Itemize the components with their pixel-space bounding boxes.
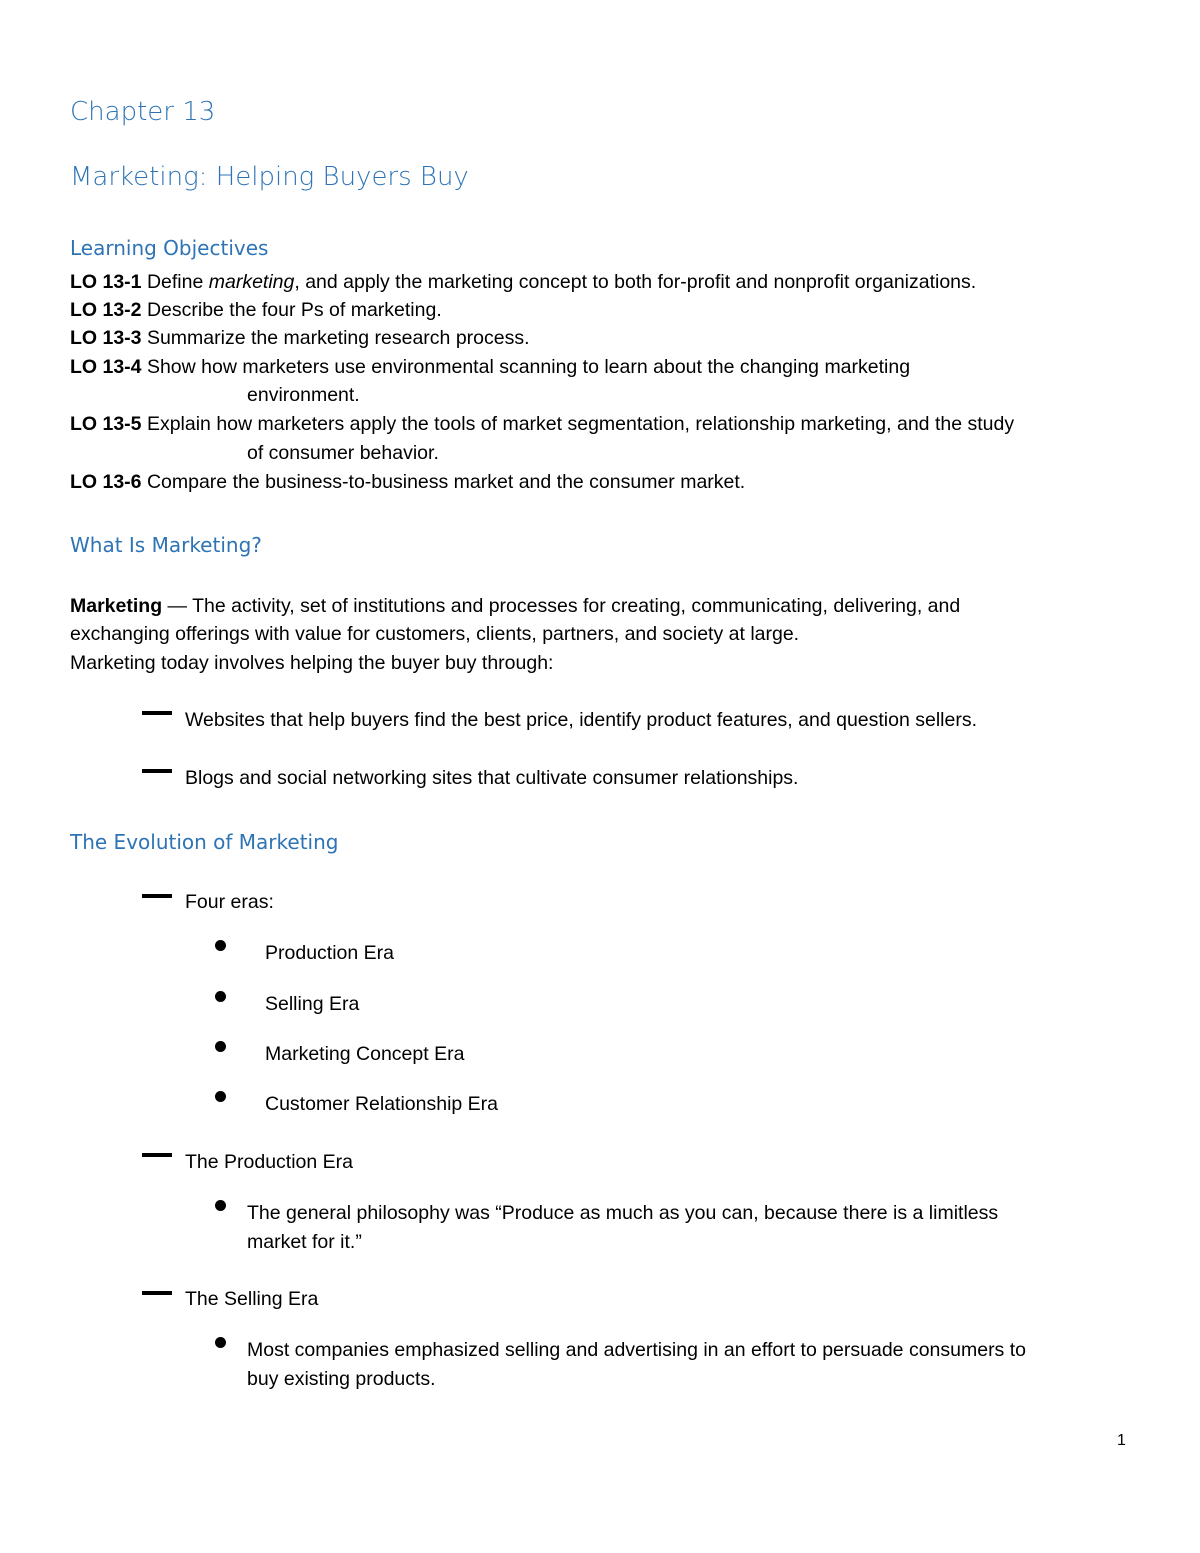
- four-eras-label: Four eras:: [185, 891, 274, 913]
- what-is-marketing-heading: What Is Marketing?: [70, 533, 262, 557]
- production-era-text: The general philosophy was “Produce as much as you can, because there is a limitless: [247, 1202, 999, 1224]
- dash-bullet-icon: [142, 1153, 172, 1157]
- page-number: 1: [1117, 1432, 1126, 1449]
- learning-objectives-heading: Learning Objectives: [70, 236, 269, 260]
- selling-era-text: Most companies emphasized selling and advertising in an effort to persuade consumers to: [247, 1339, 1026, 1361]
- objective-1: LO 13-1 Define marketing, and apply the marketing concept to both for-profit and nonprofit organizations.: [70, 271, 977, 293]
- objective-5-continuation: of consumer behavior.: [247, 442, 439, 464]
- era-item-1: Production Era: [265, 942, 394, 964]
- marketing-definition: Marketing — The activity, set of institutions and processes for creating, communicating, delivering, and: [70, 595, 961, 617]
- dash-bullet-icon: [142, 711, 172, 715]
- production-era-text-continuation: market for it.”: [247, 1231, 362, 1253]
- dash-bullet-icon: [142, 769, 172, 773]
- objective-2: LO 13-2 Describe the four Ps of marketing.: [70, 299, 442, 321]
- dot-bullet-icon: [215, 991, 226, 1002]
- objective-3: LO 13-3 Summarize the marketing research process.: [70, 327, 530, 349]
- objective-4-continuation: environment.: [247, 384, 360, 406]
- selling-era-text-continuation: buy existing products.: [247, 1368, 436, 1390]
- dot-bullet-icon: [215, 1041, 226, 1052]
- dash-bullet-icon: [142, 1291, 172, 1295]
- chapter-heading: Chapter 13: [70, 97, 216, 127]
- dot-bullet-icon: [215, 940, 226, 951]
- marketing-bullet-2: Blogs and social networking sites that cultivate consumer relationships.: [185, 767, 799, 789]
- selling-era-label: The Selling Era: [185, 1288, 319, 1310]
- objective-6: LO 13-6 Compare the business-to-business market and the consumer market.: [70, 471, 746, 493]
- era-item-3: Marketing Concept Era: [265, 1043, 465, 1065]
- dot-bullet-icon: [215, 1200, 226, 1211]
- objective-4: LO 13-4 Show how marketers use environmental scanning to learn about the changing marketing: [70, 356, 911, 378]
- dash-bullet-icon: [142, 894, 172, 898]
- document-title: Marketing: Helping Buyers Buy: [70, 162, 469, 192]
- marketing-definition-continuation: exchanging offerings with value for customers, clients, partners, and society at large.: [70, 623, 800, 645]
- marketing-bullet-1: Websites that help buyers find the best price, identify product features, and question sellers.: [185, 709, 978, 731]
- objective-5: LO 13-5 Explain how marketers apply the tools of market segmentation, relationship marketing, and the study: [70, 413, 1015, 435]
- marketing-intro: Marketing today involves helping the buyer buy through:: [70, 652, 554, 674]
- dot-bullet-icon: [215, 1091, 226, 1102]
- era-item-4: Customer Relationship Era: [265, 1093, 499, 1115]
- era-item-2: Selling Era: [265, 993, 360, 1015]
- production-era-label: The Production Era: [185, 1151, 354, 1173]
- evolution-heading: The Evolution of Marketing: [70, 830, 339, 854]
- dot-bullet-icon: [215, 1337, 226, 1348]
